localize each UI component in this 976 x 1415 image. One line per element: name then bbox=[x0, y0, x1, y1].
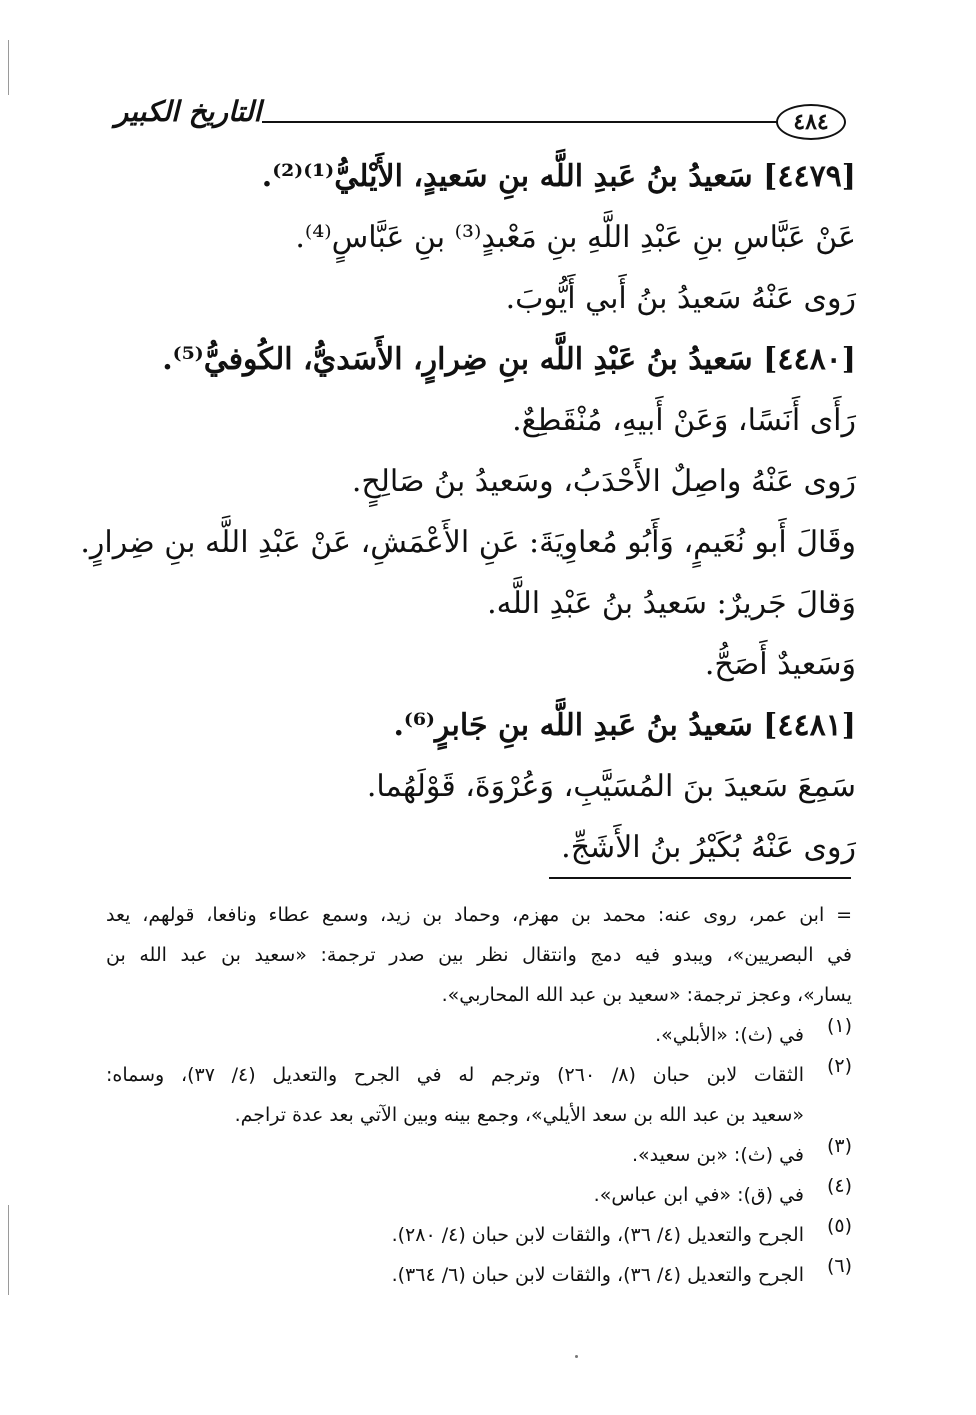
footnote-number: (١) bbox=[826, 1015, 852, 1037]
scan-edge-mark-top bbox=[8, 40, 9, 95]
text-line: وقَالَ أَبو نُعَيمٍ، وَأَبُو مُعاوِيَةَ: عَنِ الأَعْمَشِ، عَنْ عَبْدِ اللَّه بنِ ضِرارٍ. bbox=[80, 525, 856, 560]
text-line: عَنْ عَبَّاسِ بنِ عَبْدِ اللَّهِ بنِ مَعْبدٍ⁽³⁾ بنِ عَبَّاسٍ⁽⁴⁾. bbox=[295, 220, 856, 255]
entry-heading-4481: [٤٤٨١] سَعيدُ بنُ عَبدِ اللَّه بنِ جَابرٍ⁽⁶⁾. bbox=[393, 708, 856, 743]
footnote-line: = ابن عمر، روى عنه: محمد بن مهزم، وحماد بن زيد، وسمع عطاء ونافعا، قولهم، يعد bbox=[106, 904, 852, 926]
entry-heading-4479: [٤٤٧٩] سَعيدُ بنُ عَبدِ اللَّه بنِ سَعيدٍ، الأَيْليُّ⁽¹⁾⁽²⁾. bbox=[261, 159, 856, 194]
text-line: رَوى عَنْهُ بُكَيْرُ بنُ الأَشَجِّ. bbox=[561, 830, 856, 865]
text-line: سَمِعَ سَعيدَ بنَ المُسَيَّبِ، وَعُرْوَةَ، قَوْلَهُما. bbox=[366, 769, 856, 804]
footnote-number: (٣) bbox=[826, 1135, 852, 1157]
footnote-number: (٤) bbox=[826, 1175, 852, 1197]
main-text bbox=[80, 146, 856, 878]
entry-heading-4480: [٤٤٨٠] سَعيدُ بنُ عَبْدِ اللَّه بنِ ضِرارٍ، الأَسَديُّ، الكُوفيُّ⁽⁵⁾. bbox=[162, 342, 856, 377]
page-number: ٤٨٤ bbox=[793, 109, 829, 135]
footnote-line: في (ث): «بن سعيد». bbox=[632, 1144, 804, 1166]
footnote-number: (٦) bbox=[826, 1255, 852, 1277]
footnote-line: الجرح والتعديل (٤/ ٣٦)، والثقات لابن حبان (٤/ ٢٨٠). bbox=[391, 1224, 804, 1246]
footnote-separator bbox=[549, 877, 851, 879]
footnote-line: الجرح والتعديل (٤/ ٣٦)، والثقات لابن حبان (٦/ ٣٦٤). bbox=[391, 1264, 804, 1286]
footnote-5 bbox=[106, 1215, 852, 1255]
footnote-3 bbox=[106, 1135, 852, 1175]
footnote-line: في (ث): «الأبلي». bbox=[655, 1024, 804, 1046]
running-header-title: التاريخ الكبير bbox=[114, 95, 262, 128]
footnote-4 bbox=[106, 1175, 852, 1215]
footnote-line: «سعيد بن عبد الله بن سعد الأيلي»، وجمع بينه وبين الآتي بعد عدة تراجم. bbox=[234, 1104, 804, 1126]
footnotes bbox=[106, 895, 852, 1295]
footnote-line: يسار»، وعجز ترجمة: «سعيد بن عبد الله المحاربي». bbox=[441, 984, 852, 1006]
text-line: رَوى عَنْهُ سَعيدُ بنُ أَبي أَيُّوبَ. bbox=[505, 281, 856, 316]
scan-speck bbox=[575, 1355, 578, 1358]
text-line: رَوى عَنْهُ واصِلٌ الأَحْدَبُ، وسَعيدُ بنُ صَالِحٍ. bbox=[351, 464, 856, 499]
footnote-line: في البصريين»، ويبدو فيه دمج وانتقال نظر بين صدر ترجمة: «سعيد بن عبد الله بن bbox=[106, 944, 852, 966]
footnote-6 bbox=[106, 1255, 852, 1295]
header-rule bbox=[262, 121, 778, 123]
footnote-line: الثقات لابن حبان (٨/ ٢٦٠) وترجم له في الجرح والتعديل (٤/ ٣٧)، وسماه: bbox=[106, 1064, 804, 1086]
footnote-1 bbox=[106, 1015, 852, 1055]
text-line: وَقالَ جَريرٌ: سَعيدُ بنُ عَبْدِ اللَّه. bbox=[487, 586, 856, 621]
text-line: رَأَى أَنَسًا، وَعَنْ أَبيهِ، مُنْقَطِعٌ. bbox=[512, 403, 856, 438]
page-number-badge bbox=[776, 104, 846, 140]
text-line: وَسَعيدٌ أَصَحُّ. bbox=[704, 647, 856, 682]
footnote-2 bbox=[106, 1055, 852, 1135]
scan-edge-mark-bottom bbox=[8, 1205, 9, 1295]
footnote-continuation bbox=[106, 895, 852, 1015]
footnote-number: (٥) bbox=[826, 1215, 852, 1237]
footnote-number: (٢) bbox=[826, 1055, 852, 1077]
footnote-line: في (ق): «في ابن عباس». bbox=[593, 1184, 804, 1206]
